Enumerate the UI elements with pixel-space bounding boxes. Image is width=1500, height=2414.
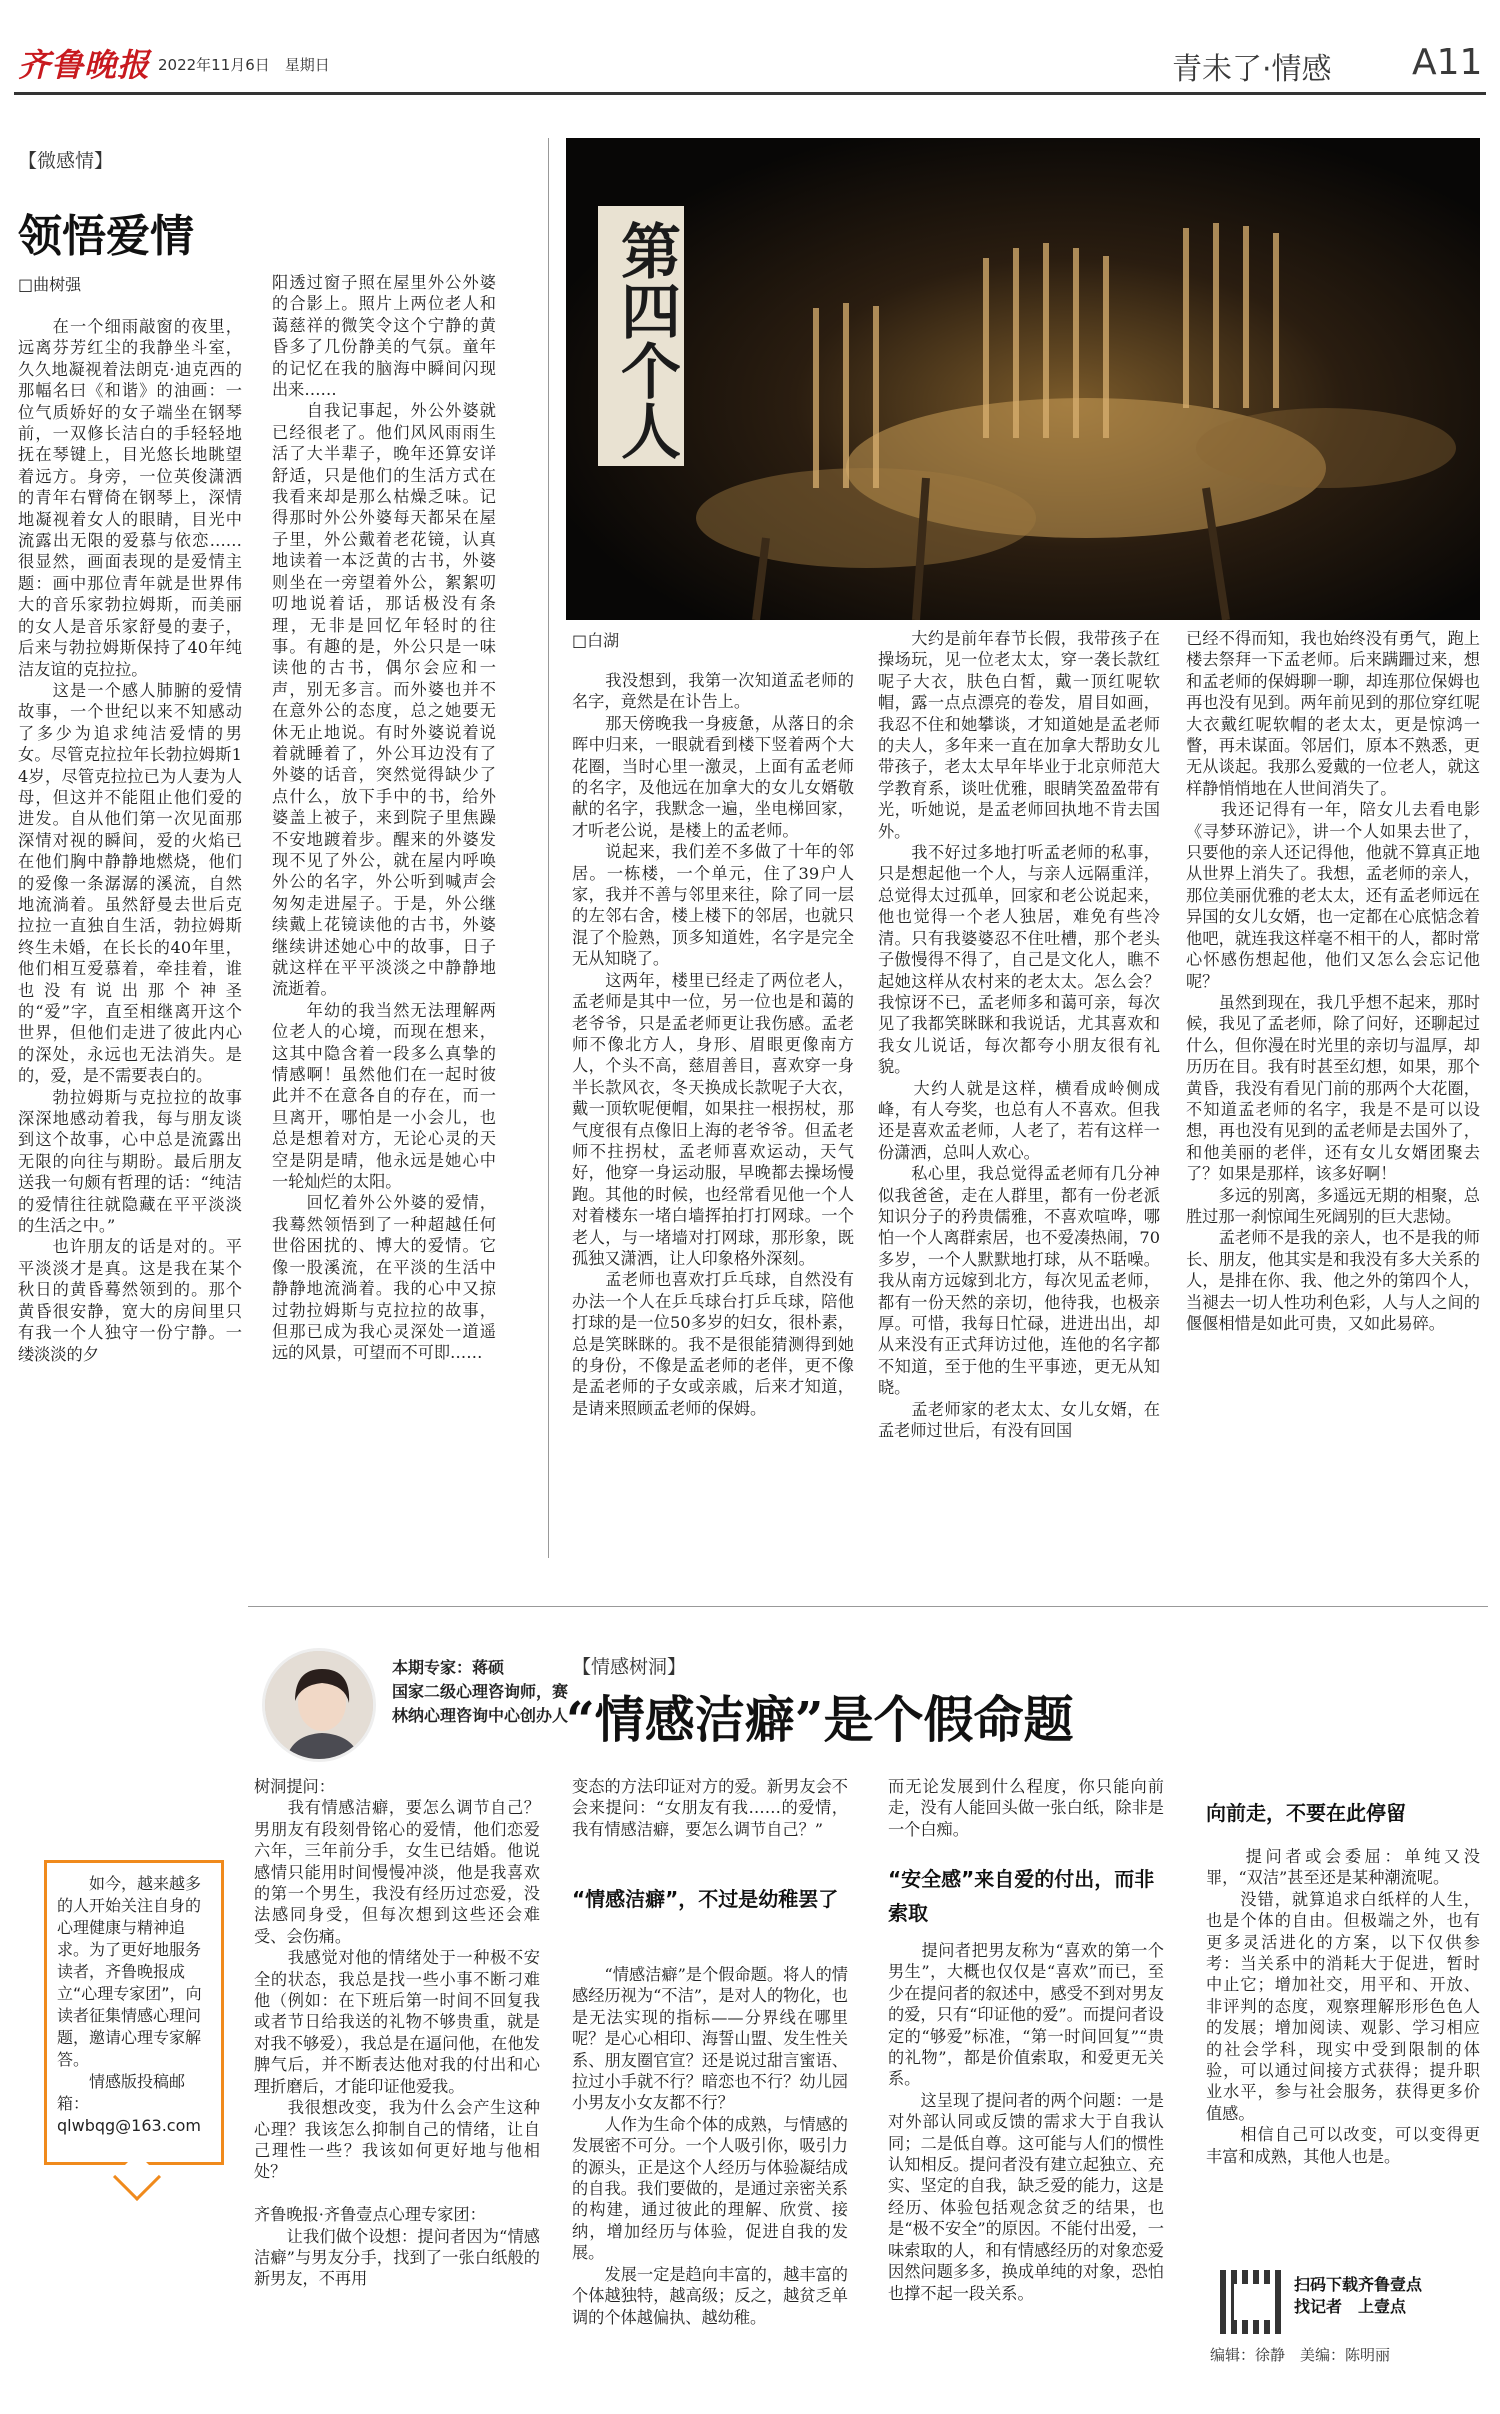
article3-subhead-1: “情感洁癖”，不过是幼稚罢了: [572, 1887, 839, 1911]
article2-column-2: 大约是前年春节长假，我带孩子在操场玩，见一位老太太，穿一袭长款红呢子大衣，肤色白皙，戴一顶红呢软帽，露一点点漂亮的卷发，眉目如画，我忍不住和她攀谈，才知道她是孟老师的夫人，多年来一直在加拿大帮助女儿带孩子，老太太早年毕业于北京师范大学教育系，谈吐优雅，眼睛笑盈盈带有光，听她说，是孟老师回执地不肯去国外。 我不好过多地打听孟老师的私事，只是想起他一个人，与亲人远隔重洋，总觉得太过孤单，回家和老公说起来，他也觉得一个老人独居，难免有些冷清。只有我婆婆忍不住吐槽，那个老头子傲慢得不得了，自己是文化人，瞧不起她这样从农村来的老太太。怎么会？我惊讶不已，孟老师多和蔼可亲，每次见了我都笑眯眯和我说话，尤其喜欢和我女儿说话，每次都夸小朋友很有礼貌。 大约人就是这样，横看成岭侧成峰，有人夸奖，也总有人不喜欢。但我还是喜欢孟老师，人老了，若有这样一份潇洒，总叫人欢心。 私心里，我总觉得孟老师有几分神似我爸爸，走在人群里，都有一份老派知识分子的矜贵儒雅，不喜欢喧哗，哪怕一个人离群索居，也不爱凑热闹，70多岁，一个人默默地打球，从不聒噪。我从南方远嫁到北方，每次见孟老师，都有一份天然的亲切，他待我，也极亲厚。可惜，我每日忙碌，进进出出，却从来没有正式拜访过他，连他的名字都不知道，至于他的生平事迹，更无从知晓。 孟老师家的老太太、女儿女婿，在孟老师过世后，有没有回国: [878, 629, 1160, 1441]
issue-date: 2022年11月6日 星期日: [158, 56, 330, 74]
article3-subhead-2: “安全感”来自爱的付出，而非索取: [888, 1867, 1155, 1925]
expert-avatar: [262, 1648, 376, 1762]
article1-title: 领悟爱情: [18, 211, 194, 262]
article1-kicker: 【微感情】: [18, 150, 114, 172]
editor-credits: 编辑：徐静 美编：陈明丽: [1210, 2346, 1391, 2364]
column-divider: [548, 138, 549, 1558]
article2-column-1: 我没想到，我第一次知道孟老师的名字，竟然是在讣告上。 那天傍晚我一身疲惫，从落日的余晖中归来，一眼就看到楼下竖着两个大花圈，当时心里一激灵，上面有孟老师的名字，及他远在加拿大的女儿女婿敬献的名字，我默念一遍，坐电梯回家，才听老公说，是楼上的孟老师。 说起来，我们差不多做了十年的邻居。一栋楼，一个单元，住了39户人家，我并不善与邻里来往，除了同一层的左邻右舍，楼上楼下的邻居，也就只混了个脸熟，顶多知道姓，名字是完全无从知晓了。 这两年，楼里已经走了两位老人，孟老师是其中一位，另一位也是和蔼的老爷爷，只是孟老师更让我伤感。孟老师不像北方人，身形、眉眼更像南方人，个头不高，慈眉善目，喜欢穿一身半长款风衣，冬天换成长款呢子大衣，戴一顶软呢便帽，如果拄一根拐杖，那气度很有点像旧上海的老爷爷。但孟老师不拄拐杖，孟老师喜欢运动，天气好，他穿一身运动服，早晚都去操场慢跑。其他的时候，也经常看见他一个人对着楼东一堵白墙挥拍打打网球。一个老人，与一堵墙对打网球，那形象，既孤独又潇洒，让人印象格外深刻。 孟老师也喜欢打乒乓球，自然没有办法一个人在乒乓球台打乒乓球，陪他打球的是一位50多岁的妇女，很朴素，总是笑眯眯的。我不是很能猜测得到她的身份，不像是孟老师的老伴，更不像是孟老师的子女或亲戚，后来才知道，是请来照顾孟老师的保姆。: [572, 671, 854, 1418]
article3-column-3-bottom: 提问者把男友称为“喜欢的第一个男生”，大概也仅仅是“喜欢”而已，至少在提问者的叙述中，感受不到对男友的爱，只有“印证他的爱”。而提问者设定的“够爱”标准，“第一时间回复”“贵的礼物”，都是价值索取，和爱更无关系。 这呈现了提问者的两个问题：一是对外部认同或反馈的需求大于自我认同；二是低自尊。这可能与人们的惯性认知相反。提问者没有建立起独立、充实、坚定的自我，缺乏爱的能力，这是经历、体验包括观念贫乏的结果，也是“极不安全”的原因。不能付出爱，一味索取的人，和有情感经历的对象恋爱因然问题多多，换成单纯的对象，恐怕也撑不起一段关系。: [888, 1941, 1164, 2303]
reader-notice-box: 如今，越来越多的人开始关注自身的心理健康与精神追求。为了更好地服务读者，齐鲁晚报成立“心理专家团”，向读者征集情感心理问题，邀请心理专家解答。 情感版投稿邮箱：qlwbqg@163.com: [44, 1860, 224, 2165]
chairs-illustration: [566, 138, 1480, 620]
article1-column-2: 阳透过窗子照在屋里外公外婆的合影上。照片上两位老人和蔼慈祥的微笑令这个宁静的黄昏多了几份静美的气氛。童年的记忆在我的脑海中瞬间闪现出来…… 自我记事起，外公外婆就已经很老了。他们风风雨雨生活了大半辈子，晚年还算安详舒适，只是他们的生活方式在我看来却是那么枯燥乏味。记得那时外公外婆每天都呆在屋子里，外公戴着老花镜，认真地读着一本泛黄的古书，外婆则坐在一旁望着外公，絮絮叨叨地说着话，那话极没有条理，无非是回忆年轻时的往事。有趣的是，外公只是一味读他的古书，偶尔会应和一声，别无多言。而外婆也并不在意外公的态度，总之她要无休无止地说。有时外婆说着说着就睡着了，外公耳边没有了外婆的话音，突然觉得缺少了点什么，放下手中的书，给外婆盖上被子，来到院子里焦躁不安地踱着步。醒来的外婆发现不见了外公，就在屋内呼唤外公的名字，外公听到喊声会匆匆走进屋子。于是，外公继续戴上花镜读他的古书，外婆继续讲述她心中的故事，日子就这样在平平淡淡之中静静地流逝着。 年幼的我当然无法理解两位老人的心境，而现在想来，这其中隐含着一段多么真挚的情感啊！虽然他们在一起时彼此并不在意各自的存在，而一旦离开，哪怕是一小会儿，也总是想着对方，无论心灵的天空是阴是晴，他永远是她心中一轮灿烂的太阳。 回忆着外公外婆的爱情，我蓦然领悟到了一种超越任何世俗困扰的、博大的爱情。它像一股溪流，在平淡的生活中静静地流淌着。我的心中又掠过勃拉姆斯与克拉拉的故事，但那已成为我心灵深处一道遥远的风景，可望而不可即……: [272, 273, 496, 1363]
article3-column-2-top: 变态的方法印证对方的爱。新男友会不会来提问：“女朋友有我……的爱情，我有情感洁癖，要怎么调节自己？”: [572, 1777, 848, 1839]
qr-code-center: [1234, 2284, 1270, 2320]
article3-column-1: 树洞提问： 我有情感洁癖，要怎么调节自己？男朋友有段刻骨铭心的爱情，他们恋爱六年，三年前分手，女生已结婚。他说感情只能用时间慢慢冲淡，他是我喜欢的第一个男生，我没有经历过恋爱，没法感同身受，但每次想到这些还会难受、会伤痛。 我感觉对他的情绪处于一种极不安全的状态，我总是找一些小事不断刁难他（例如：在下班后第一时间不回复我或者节日给我送的礼物不够贵重，就是对我不够爱），我总是在逼问他，在他发脾气后，并不断表达他对我的付出和心理折磨后，才能印证他爱我。 我很想改变，我为什么会产生这种心理？我该怎么抑制自己的情绪，让自己理性一些？我该如何更好地与他相处？ 齐鲁晚报·齐鲁壹点心理专家团： 让我们做个设想：提问者因为“情感洁癖”与男友分手，找到了一张白纸般的新男友，不再用: [254, 1777, 540, 2289]
masthead-rule: [14, 92, 1486, 95]
article1-byline: □曲树强: [18, 275, 82, 294]
section-title: 青未了·情感: [1172, 52, 1332, 87]
article2-byline: □白湖: [572, 631, 620, 650]
article3-column-3-top: 而无论发展到什么程度，你只能向前走，没有人能回头做一张白纸，除非是一个白痴。: [888, 1777, 1164, 1839]
section-divider: [248, 1606, 1488, 1607]
expert-intro: 本期专家：蒋硕 国家二级心理咨询师，赛林纳心理咨询中心创办人: [392, 1658, 569, 1725]
article3-kicker: 【情感树洞】: [572, 1656, 687, 1678]
article3-title: “情感洁癖”是个假命题: [566, 1690, 1074, 1749]
article3-column-4: 提问者或会委屈：单纯又没罪，“双洁”甚至还是某种潮流呢。 没错，就算追求白纸样的人生，也是个体的自由。但极端之外，也有更多灵活进化的方案，以下仅供参考：当关系中的消耗大于促进，暂时中止它；增加社交，用平和、开放、非评判的态度，观察理解形形色色人的发展；增加阅读、观影、学习相应的社会学科，现实中受到限制的体验，可以通过间接方式获得；提升职业水平，参与社会服务，获得更多价值感。 相信自己可以改变，可以变得更丰富和成熟，其他人也是。: [1206, 1847, 1480, 2166]
article1-column-1: 在一个细雨敲窗的夜里，远离芬芳红尘的我静坐斗室，久久地凝视着法朗克·迪克西的那幅名曰《和谐》的油画：一位气质娇好的女子端坐在钢琴前，一双修长洁白的手轻轻地抚在琴键上，目光悠长地眺望着远方。身旁，一位英俊潇洒的青年右臂倚在钢琴上，深情地凝视着女人的眼睛，目光中流露出无限的爱慕与依恋……很显然，画面表现的是爱情主题：画中那位青年就是世界伟大的音乐家勃拉姆斯，而美丽的女人是音乐家舒曼的妻子，后来与勃拉姆斯保持了40年纯洁友谊的克拉拉。 这是一个感人肺腑的爱情故事，一个世纪以来不知感动了多少为追求纯洁爱情的男女。尽管克拉拉年长勃拉姆斯14岁，尽管克拉拉已为人妻为人母，但这并不能阻止他们爱的进发。自从他们第一次见面那深情对视的瞬间，爱的火焰已在他们胸中静静地燃烧，他们的爱像一条潺潺的溪流，自然地流淌着。虽然舒曼去世后克拉拉一直独自生活，勃拉姆斯终生未婚，在长长的40年里，他们相互爱慕着，牵挂着，谁也没有说出那个神圣的“爱”字，直至相继离开这个世界，但他们走进了彼此内心的深处，永远也无法消失。是的，爱，是不需要表白的。 勃拉姆斯与克拉拉的故事深深地感动着我，每与朋友谈到这个故事，心中总是流露出无限的向往与期盼。最后朋友送我一句颇有哲理的话：“纯洁的爱情往往就隐藏在平平淡淡的生活之中。” 也许朋友的话是对的。平平淡淡才是真。这是我在某个秋日的黄昏蓦然领到的。那个黄昏很安静，宽大的房间里只有我一个人独守一份宁静。一缕淡淡的夕: [18, 317, 242, 1364]
newspaper-logo: 齐鲁晚报: [18, 46, 151, 84]
expert-portrait: [265, 1651, 376, 1762]
article2-title: 第四个人: [611, 220, 681, 460]
article3-column-2-bottom: “情感洁癖”是个假命题。将人的情感经历视为“不洁”，是对人的物化，也是无法实现的指标——分界线在哪里呢？是心心相印、海誓山盟、发生性关系、朋友圈官宣？还是说过甜言蜜语、拉过小手就不行？暗恋也不行？幼儿园小男友小女友都不行？ 人作为生命个体的成熟，与情感的发展密不可分。一个人吸引你，吸引力的源头，正是这个人经历与体验凝结成的自我。我们要做的，是通过亲密关系的构建，通过彼此的理解、欣赏、接纳，增加经历与体验，促进自我的发展。 发展一定是趋向丰富的，越丰富的个体越独特，越高级；反之，越贫乏单调的个体越偏执、越幼稚。: [572, 1965, 848, 2327]
masthead: [0, 0, 1500, 112]
page-number: A11: [1412, 42, 1483, 83]
qr-caption: 扫码下载齐鲁壹点 找记者 上壹点: [1294, 2275, 1423, 2316]
article3-subhead-3: 向前走，不要在此停留: [1206, 1801, 1406, 1825]
article2-column-3: 已经不得而知，我也始终没有勇气，跑上楼去祭拜一下孟老师。后来蹒跚过来，想和孟老师的保姆聊一聊，却连那位保姆也再也没有见到。两年前见到的那位穿红呢大衣戴红呢软帽的老太太，更是惊鸿一瞥，再未谋面。邻居们，原本不熟悉，更无从谈起。我那么爱戴的一位老人，就这样静悄悄地在人世间消失了。 我还记得有一年，陪女儿去看电影《寻梦环游记》，讲一个人如果去世了，只要他的亲人还记得他，他就不算真正地从世界上消失了。我想，孟老师的亲人，那位美丽优雅的老太太，还有孟老师远在异国的女儿女婿，也一定都在心底惦念着他吧，就连我这样毫不相干的人，都时常心怀感伤想起他，他们又怎么会忘记他呢？ 虽然到现在，我几乎想不起来，那时候，我见了孟老师，除了问好，还聊起过什么，但你漫在时光里的亲切与温厚，却历历在目。我有时甚至幻想，如果，那个黄昏，我没有看见门前的那两个大花圈，不知道孟老师的名字，我是不是可以设想，再也没有见到的孟老师是去国外了，和他美丽的老伴，还有女儿女婿团聚去了？如果是那样，该多好啊！ 多远的别离，多遥远无期的相聚，总胜过那一刹惊闻生死阔别的巨大悲恸。 孟老师不是我的亲人，也不是我的师长、朋友，他其实是和我没有多大关系的人，是排在你、我、他之外的第四个人，当褪去一切人性功利色彩，人与人之间的偃偃相惜是如此可贵，又如此易碎。: [1186, 629, 1480, 1333]
chairs-photo: [566, 138, 1480, 620]
